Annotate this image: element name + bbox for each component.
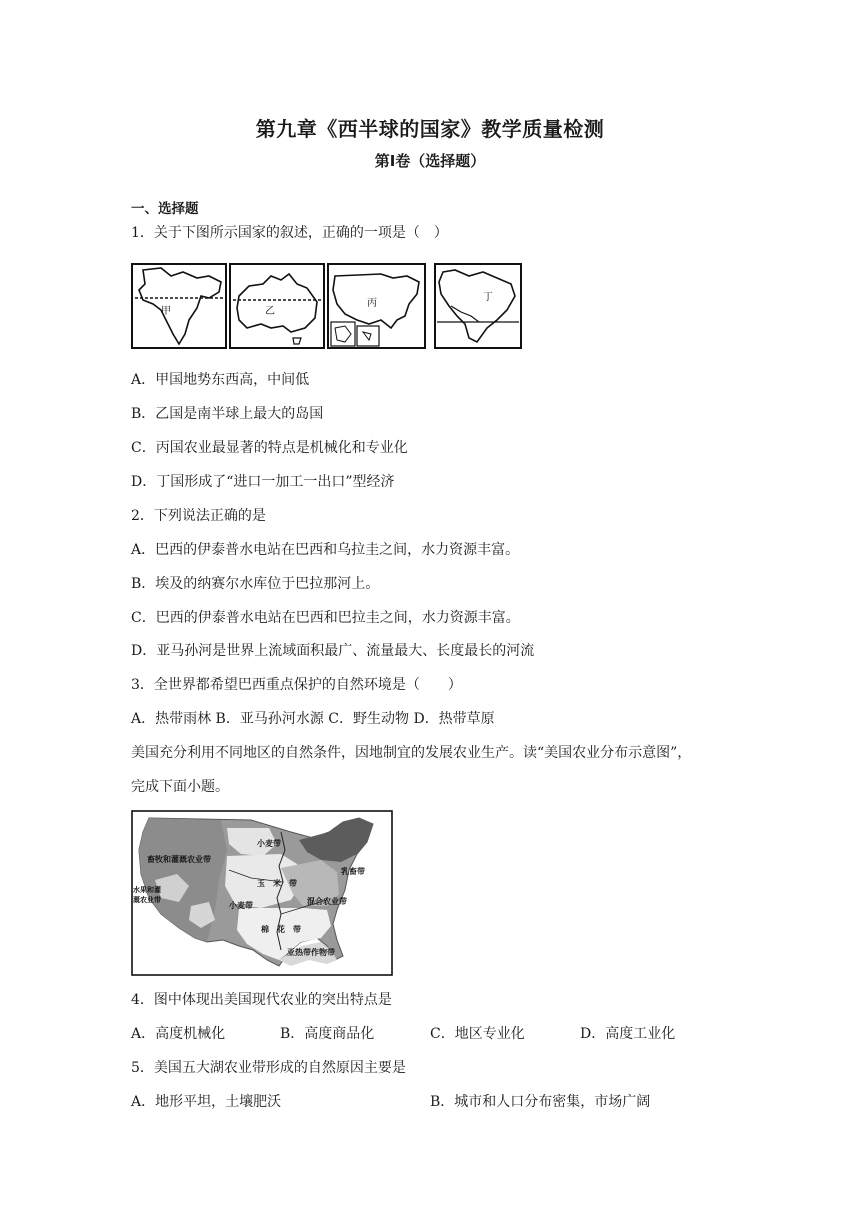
q2-option-d: D．亚马孙河是世界上流域面积最广、流量最大、长度最长的河流	[131, 643, 535, 659]
q4-option-a: A．高度机械化	[131, 1026, 226, 1042]
page-subtitle: 第Ⅰ卷（选择题）	[374, 152, 486, 170]
q2-option-b: B．埃及的纳赛尔水库位于巴拉那河上。	[131, 576, 380, 592]
map-bing	[328, 264, 425, 348]
question-2-stem: 2．下列说法正确的是	[131, 508, 266, 524]
us-agriculture-map-figure	[131, 810, 393, 976]
q5-option-a: A．地形平坦，土壤肥沃	[131, 1094, 282, 1110]
map-label-jia: 甲	[161, 306, 171, 317]
label-corn: 玉 米 带	[257, 879, 297, 888]
q4-option-c: C．地区专业化	[430, 1026, 525, 1042]
map-ding	[435, 264, 521, 348]
map-label-bing: 丙	[367, 298, 377, 309]
label-cotton: 棉 花 带	[261, 925, 301, 934]
q1-option-d: D．丁国形成了“进口一加工一出口”型经济	[131, 474, 395, 490]
q1-option-b: B．乙国是南半球上最大的岛国	[131, 406, 324, 422]
label-fruit-irrigation-2: 溉农业带	[133, 896, 161, 904]
label-wheat-south: 小麦带	[229, 901, 253, 910]
q3-options: A．热带雨林 B．亚马孙河水源 C．野生动物 D．热带草原	[131, 711, 495, 727]
question-3-stem: 3．全世界都希望巴西重点保护的自然环境是（ ）	[131, 677, 462, 693]
map-yi	[230, 264, 324, 348]
map-jia	[132, 264, 226, 348]
label-subtropical: 亚热带作物带	[287, 948, 335, 957]
label-mixed-farming: 混合农业带	[307, 897, 347, 906]
q1-country-maps-figure	[131, 262, 523, 350]
page-title: 第九章《西半球的国家》教学质量检测	[255, 117, 605, 141]
passage-line-2: 完成下面小题。	[131, 779, 229, 795]
map-label-ding: 丁	[483, 292, 493, 303]
q1-option-c: C．丙国农业最显著的特点是机械化和专业化	[131, 440, 408, 456]
label-fruit-irrigation-1: 水果和灌	[133, 886, 161, 894]
q1-option-a: A．甲国地势东西高，中间低	[131, 372, 310, 388]
q4-option-b: B．高度商品化	[280, 1026, 375, 1042]
passage-line-1: 美国充分利用不同地区的自然条件，因地制宜的发展农业生产。读“美国农业分布示意图”，	[131, 745, 692, 761]
question-1-stem: 1．关于下图所示国家的叙述，正确的一项是（ ）	[131, 225, 448, 241]
map-label-yi: 乙	[265, 306, 275, 317]
q2-option-c: C．巴西的伊泰普水电站在巴西和巴拉圭之间，水力资源丰富。	[131, 610, 520, 626]
q4-option-d: D．高度工业化	[580, 1026, 676, 1042]
label-wheat-north: 小麦带	[257, 839, 281, 848]
question-4-stem: 4．图中体现出美国现代农业的突出特点是	[131, 992, 392, 1008]
label-dairy: 乳畜带	[341, 867, 365, 876]
q2-option-a: A．巴西的伊泰普水电站在巴西和乌拉圭之间，水力资源丰富。	[131, 542, 520, 558]
label-ranching-irrigation: 畜牧和灌溉农业带	[147, 855, 211, 864]
q5-option-b: B．城市和人口分布密集，市场广阔	[430, 1094, 651, 1110]
question-5-stem: 5．美国五大湖农业带形成的自然原因主要是	[131, 1060, 406, 1076]
section-heading: 一、选择题	[131, 201, 199, 217]
